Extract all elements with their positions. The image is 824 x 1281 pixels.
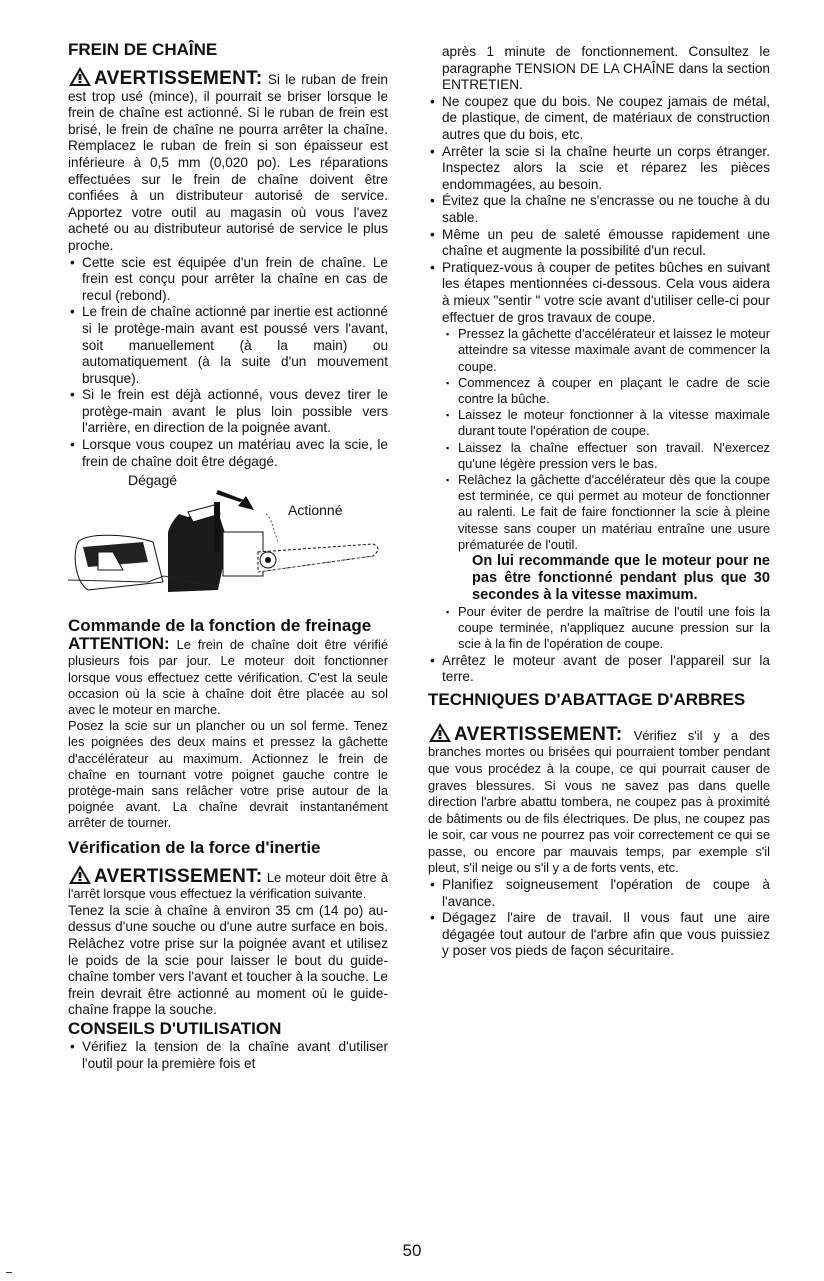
warning-heading: AVERTISSEMENT:: [94, 68, 263, 89]
list-item: • Même un peu de saleté émousse rapidement une chaîne et augmente la possibilité d'un recul.: [428, 227, 770, 260]
list-item: • Vérifiez la tension de la chaîne avant d'utiliser l'outil pour la première fois et: [68, 1039, 388, 1072]
chain-brake-figure: [68, 472, 388, 612]
left-column: [68, 40, 388, 1072]
abattage-bullet-list: [428, 877, 770, 960]
right-column: [428, 44, 770, 960]
list-item: • Arrêter la scie si la chaîne heurte un corps étranger. Inspectez alors la scie et réparez les pièces endommagées, au besoin.: [428, 144, 770, 194]
arretez-bullet-list: [428, 653, 770, 686]
tenez-paragraph: Tenez la scie à chaîne à environ 35 cm (14 po) au-dessus d'une souche ou d'une autre surface en bois. Relâchez votre prise sur la poignée avant et utilisez le poids de la scie pour laisser le bout du guide-chaîne tomber vers l'avant et toucher à la souche. Le frein devrait être actionné au moment où le guide-chaîne frappe la souche.: [68, 902, 388, 1018]
list-item: • Pratiquez-vous à couper de petites bûches en suivant les étapes mentionnées ci-dessous. Cela vous aidera à mieux "sentir " votre scie avant d'utiliser celle-ci pour effectuer de gros travaux de coupe.: [428, 260, 770, 326]
warning-text: Vérifiez s'il y a des branches mortes ou brisées qui pourraient tomber pendant que vous procédez à la coupe, ce qui pourrait causer de graves blessures. Si vous ne savez pas dans quelle direction l'arbre abattu tombera, ne coupez pas à proximité de bâtiments ou de fils électriques. De plus, ne coupez pas le soir, car vous ne pourrez pas voir correctement ce qui se passe, ou encore par mauvais temps, par exemple s'il pleut, s'il neige ou s'il y a de forts vents, etc.: [428, 727, 770, 876]
warning-moteur: [68, 864, 388, 903]
chainsaw-illustration: [68, 472, 388, 612]
bold-recommendation: On lui recommande que le moteur pour ne pas être fonctionné pendant plus que 30 secondes à la vitesse maximum.: [472, 552, 770, 603]
usage-bullet-list: [428, 94, 770, 326]
heading-frein-de-chaine: FREIN DE CHAÎNE: [68, 40, 218, 59]
list-item: • Ne coupez que du bois. Ne coupez jamais de métal, de plastique, de ciment, de matériaux de construction autres que du bois, etc.: [428, 94, 770, 144]
warning-triangle-icon: [68, 66, 92, 87]
page-number: 50: [402, 1241, 422, 1260]
list-item: ▪ Pressez la gâchette d'accélérateur et laissez le moteur atteindre sa vitesse maximale avant de commencer la coupe.: [442, 326, 770, 375]
list-item: ▪ Relâchez la gâchette d'accélérateur dès que la coupe est terminée, ce qui permet au moteur de fonctionner au ralenti. Le fait de faire fonctionner la scie à pleine vitesse sans couper un matériau entraîne une usure prématurée de l'outil.: [442, 472, 770, 553]
warning-text: Si le ruban de frein est trop usé (mince), il pourrait se briser lorsque le frein de chaîne est actionné. Si le ruban de frein est brisé, le frein de chaîne ne pourra arrêter la chaîne. Remplacez le ruban de frein si son épaisseur est inférieure à 0,5 mm (0,020 po). Les réparations effectuées sur le frein de chaîne doivent être confiées à un distributeur autorisé de service. Apportez votre outil au magasin où vous l'avez acheté ou au distributeur autorisé de service le plus proche.: [68, 72, 388, 253]
conseils-bullet-list: [68, 1039, 388, 1072]
list-item: • Si le frein est déjà actionné, vous devez tirer le protège-main avant le plus loin possible vers l'arrière, en direction de la poignée avant.: [68, 387, 388, 437]
list-item: • Arrêtez le moteur avant de poser l'appareil sur la terre.: [428, 653, 770, 686]
heading-techniques-abattage: TECHNIQUES D'ABATTAGE D'ARBRES: [428, 689, 746, 709]
warning-ruban: [68, 66, 388, 255]
list-item: ▪ Laissez la chaîne effectuer son travail. N'exercez qu'une légère pression vers le bas.: [442, 440, 770, 472]
list-item: ▪ Pour éviter de perdre la maîtrise de l'outil une fois la coupe terminée, n'appliquez aucune pression sur la scie à la fin de l'opération de coupe.: [442, 604, 770, 653]
list-item: • Le frein de chaîne actionné par inertie est actionné si le protège-main avant est poussé vers l'avant, soit manuellement (à la main) ou automatiquement (à la suite d'un mouvement brusque).: [68, 304, 388, 387]
list-item: ▪ Commencez à couper en plaçant le cadre de scie contre la bûche.: [442, 375, 770, 407]
warning-heading: AVERTISSEMENT:: [94, 865, 263, 887]
scan-edge-mark: [6, 1272, 12, 1273]
figure-label-degage: Dégagé: [128, 472, 178, 489]
poser-paragraph: Posez la scie sur un plancher ou un sol ferme. Tenez les poignées des deux mains et pressez la gâchette d'accélérateur au maximum. Actionnez le frein de chaîne en tournant votre poignet gauche contre le protège-main sans relâcher votre prise autour de la poignée avant. La chaîne devrait instantanément arrêter de tourner.: [68, 718, 388, 831]
frein-bullet-list: [68, 255, 388, 471]
figure-label-actionne: Actionné: [288, 502, 343, 519]
list-item: • Évitez que la chaîne ne s'encrasse ou ne touche à du sable.: [428, 193, 770, 226]
heading-commande-freinage: Commande de la fonction de freinage: [68, 616, 372, 636]
practice-sub-list: [442, 326, 770, 553]
list-item: • Cette scie est équipée d'un frein de chaîne. Le frein est conçu pour arrêter la chaîne en cas de recul (rebond).: [68, 255, 388, 305]
warning-branches: [428, 722, 770, 877]
heading-conseils-utilisation: CONSEILS D'UTILISATION: [68, 1019, 282, 1039]
warning-triangle-icon: [428, 722, 452, 743]
arrow-icon: [216, 490, 244, 502]
warning-heading: AVERTISSEMENT:: [454, 723, 623, 745]
list-item: • Lorsque vous coupez un matériau avec la scie, le frein de chaîne doit être dégagé.: [68, 437, 388, 470]
warning-text: Le moteur doit être à l'arrêt lorsque vous effectuez la vérification suivante.: [68, 869, 388, 902]
heading-verification-inertie: Vérification de la force d'inertie: [68, 837, 321, 857]
attention-text: Le frein de chaîne doit être vérifié plusieurs fois par jour. Le moteur doit fonctionner lorsque vous effectuez cette vérification. C'est la seule occasion où la scie à chaîne doit être placée au sol avec le moteur en marche.: [68, 637, 388, 718]
list-item: ▪ Laissez le moteur fonctionner à la vitesse maximale durant toute l'opération de coupe.: [442, 407, 770, 439]
continuation-paragraph: après 1 minute de fonctionnement. Consultez le paragraphe TENSION DE LA CHAÎNE dans la section ENTRETIEN.: [442, 44, 770, 93]
list-item: • Dégagez l'aire de travail. Il vous faut une aire dégagée tout autour de l'arbre afin que vous puissiez y poser vos pieds de façon sécuritaire.: [428, 910, 770, 960]
warning-triangle-icon: [68, 864, 92, 885]
attention-heading: ATTENTION:: [68, 634, 170, 654]
attention-paragraph: [68, 636, 388, 718]
practice-sub-list-end: [442, 604, 770, 653]
list-item: • Planifiez soigneusement l'opération de coupe à l'avance.: [428, 877, 770, 910]
